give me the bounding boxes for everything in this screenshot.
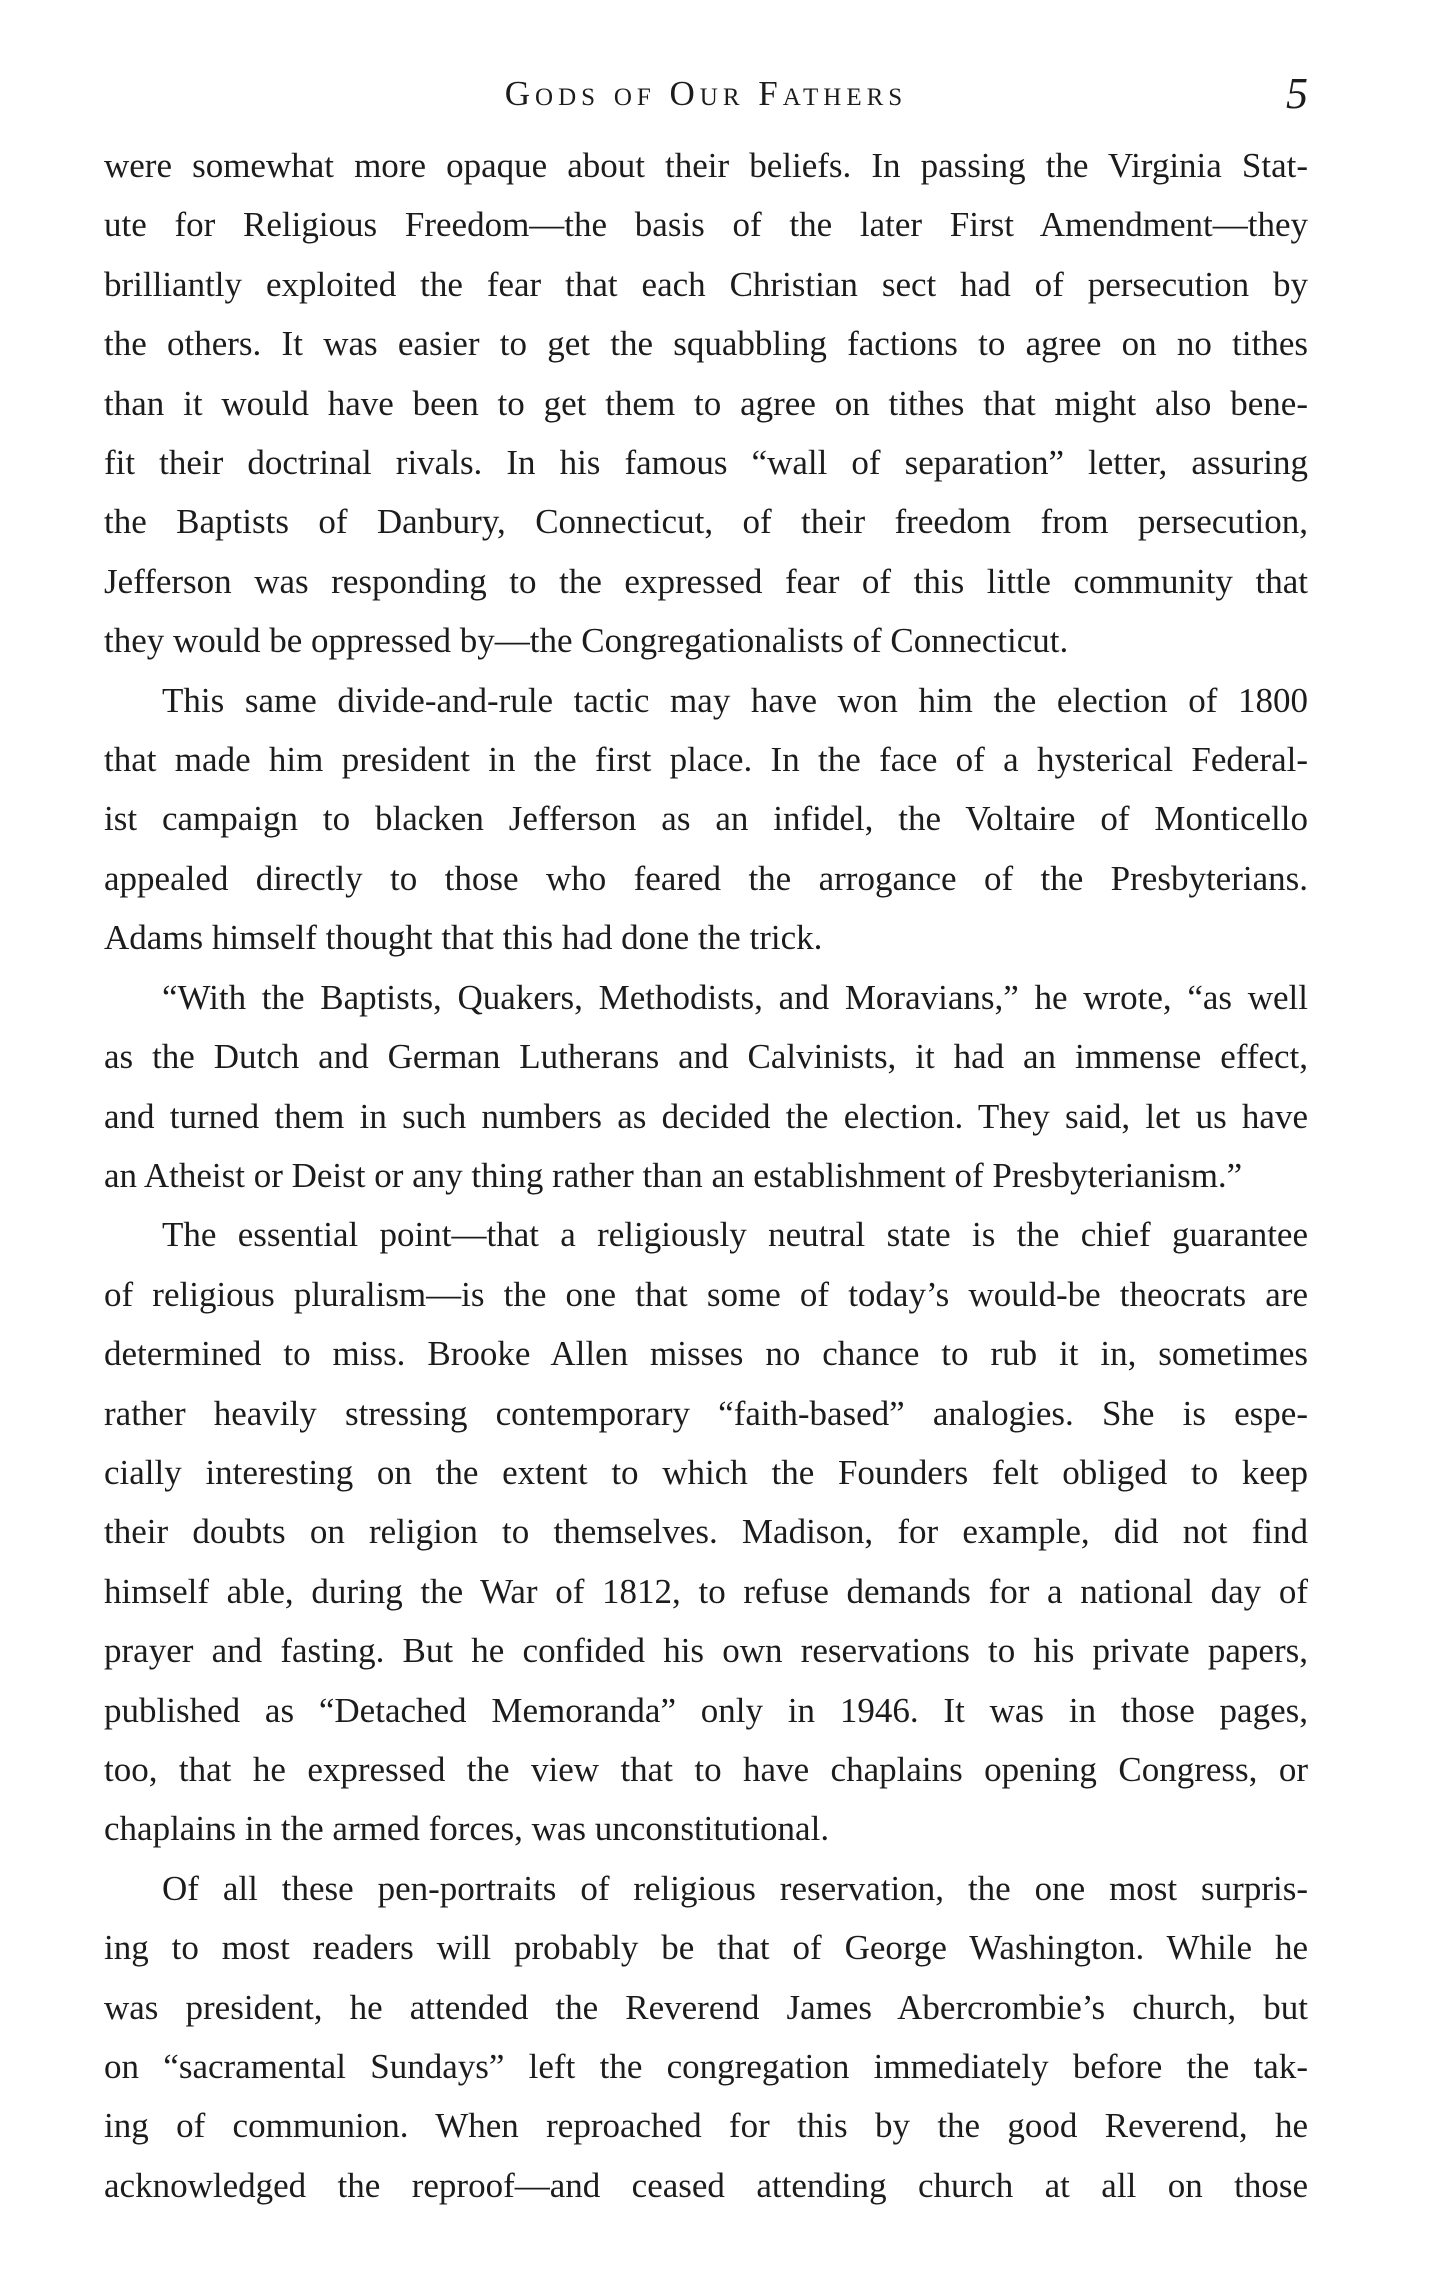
paragraph xyxy=(104,1205,1308,1858)
text-line: were somewhat more opaque about their beliefs. In passing the Virginia Stat- xyxy=(104,146,1308,185)
text-line: and turned them in such numbers as decided the election. They said, let us have xyxy=(104,1096,1308,1136)
text-line: acknowledged the reproof—and ceased attending church at all on those xyxy=(104,2165,1308,2205)
text-line: ing to most readers will probably be that of George Washington. While he xyxy=(104,1928,1308,1968)
text-line: ist campaign to blacken Jefferson as an infidel, the Voltaire of Monticello xyxy=(104,799,1308,839)
text-line: “With the Baptists, Quakers, Methodists, and Moravians,” he wrote, “as well xyxy=(162,977,1308,1017)
text-line: chaplains in the armed forces, was unconstitutional. xyxy=(104,1809,830,1849)
text-line: rather heavily stressing contemporary “faith-based” analogies. She is espe- xyxy=(104,1393,1308,1433)
text-line: Of all these pen-portraits of religious reservation, the one most surpris- xyxy=(162,1868,1308,1908)
running-title: Gods of Our Fathers xyxy=(504,74,908,113)
text-line: too, that he expressed the view that to have chaplains opening Congress, or xyxy=(104,1749,1308,1789)
page-number: 5 xyxy=(1286,69,1308,118)
text-line: fit their doctrinal rivals. In his famous “wall of separation” letter, assuring xyxy=(104,443,1308,483)
text-line: This same divide-and-rule tactic may have won him the election of 1800 xyxy=(162,680,1308,720)
text-line: himself able, during the War of 1812, to refuse demands for a national day of xyxy=(104,1571,1308,1611)
text-line: as the Dutch and German Lutherans and Calvinists, it had an immense effect, xyxy=(104,1037,1308,1077)
text-line: determined to miss. Brooke Allen misses no chance to rub it in, sometimes xyxy=(104,1334,1308,1374)
text-line: Adams himself thought that this had done the trick. xyxy=(104,918,823,958)
text-line: of religious pluralism—is the one that some of today’s would-be theocrats are xyxy=(104,1274,1308,1314)
text-line: that made him president in the first place. In the face of a hysterical Federal- xyxy=(104,740,1308,780)
text-line: their doubts on religion to themselves. Madison, for example, did not find xyxy=(104,1512,1308,1552)
text-line: The essential point—that a religiously neutral state is the chief guarantee xyxy=(162,1215,1308,1255)
text-line: ing of communion. When reproached for this by the good Reverend, he xyxy=(104,2106,1308,2146)
text-line: the others. It was easier to get the squabbling factions to agree on no tithes xyxy=(104,324,1308,364)
text-line: an Atheist or Deist or any thing rather than an establishment of Presbyterianism.” xyxy=(104,1155,1243,1195)
running-head xyxy=(104,66,1308,122)
text-line: Jefferson was responding to the expressed fear of this little community that xyxy=(104,561,1308,601)
text-line: than it would have been to get them to agree on tithes that might also bene- xyxy=(104,383,1308,423)
text-line: on “sacramental Sundays” left the congregation immediately before the tak- xyxy=(104,2047,1308,2086)
text-line: brilliantly exploited the fear that each Christian sect had of persecution by xyxy=(104,264,1308,304)
text-line: appealed directly to those who feared the arrogance of the Presbyterians. xyxy=(104,858,1308,898)
body-text xyxy=(104,136,1308,2215)
text-line: published as “Detached Memoranda” only in 1946. It was in those pages, xyxy=(104,1690,1308,1730)
paragraph xyxy=(104,1859,1308,2215)
paragraph xyxy=(104,136,1308,671)
text-line: cially interesting on the extent to which the Founders felt obliged to keep xyxy=(104,1452,1308,1492)
text-line: prayer and fasting. But he confided his own reservations to his private papers, xyxy=(104,1631,1308,1671)
paragraph xyxy=(104,671,1308,968)
text-line: ute for Religious Freedom—the basis of the later First Amendment—they xyxy=(104,205,1308,245)
text-line: they would be oppressed by—the Congregationalists of Connecticut. xyxy=(104,621,1069,661)
text-line: was president, he attended the Reverend James Abercrombie’s church, but xyxy=(104,1987,1308,2027)
text-line: the Baptists of Danbury, Connecticut, of their freedom from persecution, xyxy=(104,502,1308,542)
paragraph xyxy=(104,968,1308,1206)
